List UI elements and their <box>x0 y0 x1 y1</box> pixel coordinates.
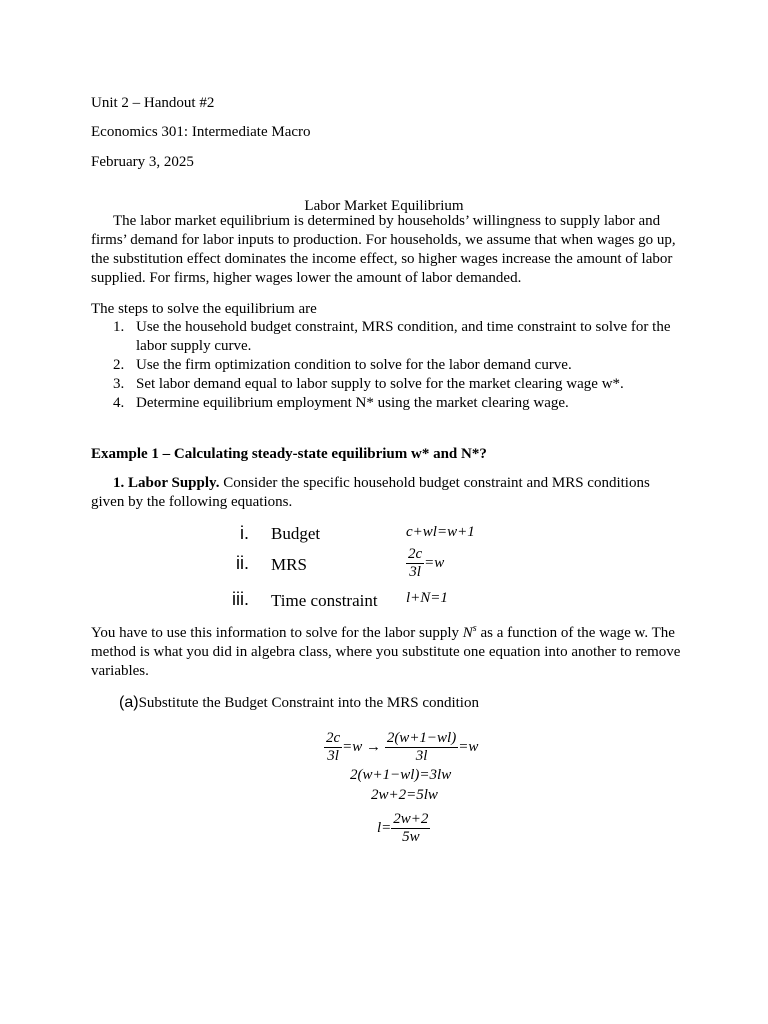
method-paragraph <box>91 624 681 681</box>
derivation-rhs: =w <box>458 738 479 755</box>
step-item <box>91 375 681 394</box>
equation-label: Budget <box>271 524 321 543</box>
substep-label: (a) <box>119 694 139 711</box>
fraction-denominator: 3l <box>409 564 421 580</box>
header-unit: Unit 2 – Handout #2 <box>91 95 215 111</box>
equation-label: Time constraint <box>271 591 378 610</box>
derivation-lhs: l= <box>377 819 392 836</box>
fraction-numerator: 2w+2 <box>393 811 429 827</box>
fraction-numerator: 2c <box>326 730 341 746</box>
mrs-equation <box>406 546 444 581</box>
mrs-rhs: =w <box>424 554 445 571</box>
fraction-denominator: 5w <box>402 829 420 845</box>
labor-supply-paragraph <box>91 474 681 512</box>
derivation-line-2: 2(w+1−wl)=3lw <box>350 767 452 783</box>
step-number: 1. <box>113 319 125 335</box>
steps-list <box>91 318 681 413</box>
labor-supply-symbol: N <box>462 625 473 641</box>
fraction-denominator: 3l <box>415 748 428 764</box>
substep-a <box>119 693 479 713</box>
step-text: Use the firm optimization condition to solve for the labor demand curve. <box>136 357 572 373</box>
labor-supply-superscript: s <box>472 623 477 634</box>
method-text-after: as a function of the wage w. The method is what you did in algebra class, where you substitute one equation into another to remove variables. <box>91 625 681 679</box>
mrs-fraction <box>406 546 424 581</box>
step-text: Use the household budget constraint, MRS condition, and time constraint to solve for the labor supply curve. <box>136 319 671 354</box>
derivation-middle: =w → <box>342 738 382 755</box>
fraction-numerator: 2c <box>408 546 423 562</box>
derivation-line-3: 2w+2=5lw <box>371 787 438 803</box>
fraction-denominator: 3l <box>327 748 339 764</box>
step-item <box>91 394 681 413</box>
fraction-numerator: 2(w+1−wl) <box>386 730 457 746</box>
example-title: Example 1 – Calculating steady-state equilibrium w* and N*? <box>91 446 487 462</box>
derivation-line-1 <box>324 730 478 765</box>
equation-numeral: iii. <box>232 589 249 609</box>
document-title: Labor Market Equilibrium <box>304 198 464 214</box>
labor-supply-heading: 1. Labor Supply. <box>113 475 220 491</box>
steps-intro: The steps to solve the equilibrium are <box>91 301 317 317</box>
step-item <box>91 318 681 356</box>
step-number: 4. <box>113 395 125 411</box>
equation-numeral: i. <box>240 523 249 543</box>
derivation-fraction <box>391 811 430 846</box>
budget-equation: c+wl=w+1 <box>406 524 475 540</box>
labor-supply-text: Consider the specific household budget constraint and MRS conditions given by the following equations. <box>91 475 650 510</box>
derivation-fraction <box>324 730 342 765</box>
derivation-line-4 <box>377 811 430 846</box>
time-constraint-equation: l+N=1 <box>406 590 448 606</box>
header-course: Economics 301: Intermediate Macro <box>91 124 311 140</box>
step-text: Determine equilibrium employment N* using the market clearing wage. <box>136 395 569 411</box>
method-text-before: You have to use this information to solve for the labor supply <box>91 625 463 641</box>
derivation-fraction <box>385 730 458 765</box>
step-number: 3. <box>113 376 125 392</box>
equation-list <box>91 522 681 614</box>
equation-numeral: ii. <box>236 553 249 573</box>
equation-label: MRS <box>271 555 307 574</box>
substep-text: Substitute the Budget Constraint into the MRS condition <box>138 695 479 711</box>
intro-paragraph: The labor market equilibrium is determined by households’ willingness to supply labor and firms’ demand for labor inputs to production. For households, we assume that when wages go up, the substitution effect dominates the income effect, so higher wages increase the amount of labor supplied. For firms, higher wages lower the amount of labor demanded. <box>91 213 676 286</box>
step-number: 2. <box>113 357 125 373</box>
step-text: Set labor demand equal to labor supply to solve for the market clearing wage w*. <box>136 376 624 392</box>
step-item <box>91 356 681 375</box>
header-date: February 3, 2025 <box>91 154 194 170</box>
